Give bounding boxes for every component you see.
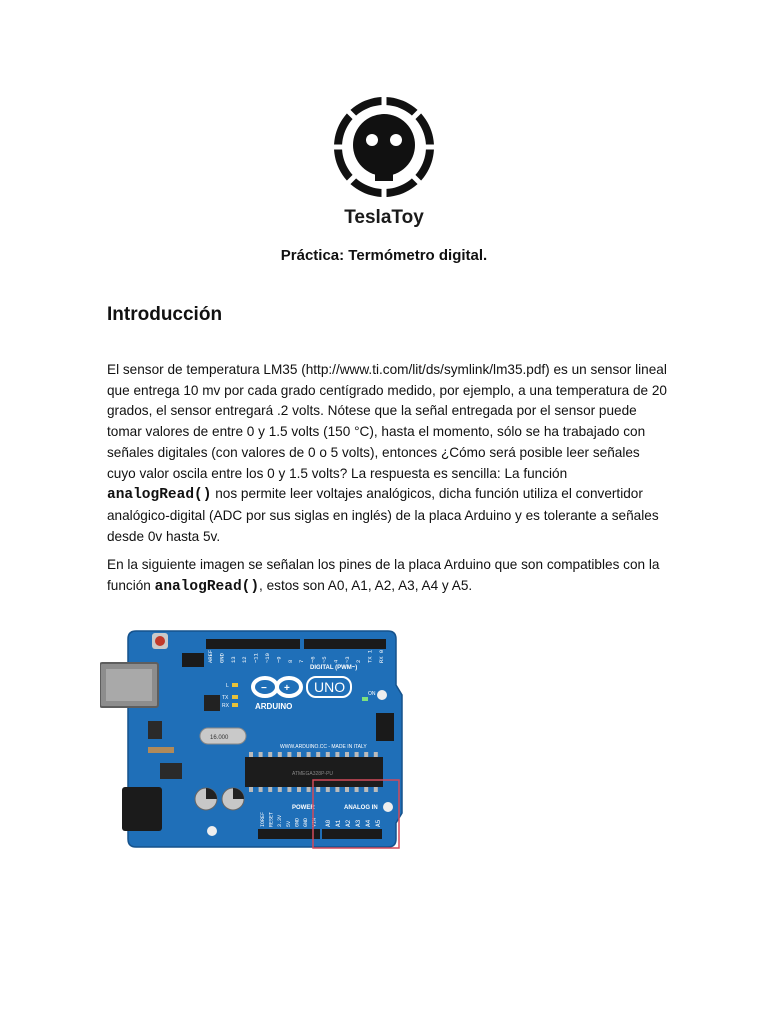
led-label-l: L xyxy=(226,683,229,689)
digital-pin-label: ~6 xyxy=(309,656,317,663)
analogread-code-2: analogRead() xyxy=(154,578,260,595)
chip-pin xyxy=(287,752,291,757)
digital-pin-label: TX 1 xyxy=(366,649,374,663)
intro-text-2: nos permite leer voltajes analógicos, dicha función utiliza el convertidor analógico-digital (ADC por sus siglas en inglés) de la placa Arduino y es tolerante a señales desde 0v hasta 5v. xyxy=(107,486,659,544)
on-label: ON xyxy=(368,691,376,697)
chip-pin xyxy=(364,752,368,757)
chip-pin xyxy=(316,752,320,757)
svg-text:−: − xyxy=(261,683,267,694)
uno-text: UNO xyxy=(314,679,346,695)
power-pin-label: RESET xyxy=(268,811,275,827)
pins-paragraph xyxy=(107,555,667,597)
svg-text:+: + xyxy=(284,683,290,694)
digital-pin-label: ~10 xyxy=(264,653,271,663)
chip-pin xyxy=(345,752,349,757)
power-pin-label: 3.3V xyxy=(277,814,284,827)
pins-text-2: , estos son A0, A1, A2, A3, A4 y A5. xyxy=(259,577,473,593)
led-label-tx: TX xyxy=(222,695,229,701)
chip-pin xyxy=(278,752,282,757)
analogread-code: analogRead() xyxy=(107,487,212,504)
power-header xyxy=(258,829,320,839)
digital-pin-label: AREF xyxy=(207,649,214,663)
chip-pin xyxy=(345,787,349,792)
chip-pin xyxy=(374,787,378,792)
digital-pin-label: 13 xyxy=(229,656,237,663)
digital-pin-label: 2 xyxy=(355,659,363,663)
digital-pin-label: RX 0 xyxy=(378,649,385,663)
chip-pin xyxy=(249,752,253,757)
chip-pin xyxy=(374,752,378,757)
analog-pin-label: A1 xyxy=(335,819,342,827)
digital-pin-label: ~11 xyxy=(252,653,260,663)
digital-pin-label: GND xyxy=(218,653,226,663)
chip-pin xyxy=(316,787,320,792)
arduino-uno-board-image xyxy=(100,625,410,855)
power-pin-label: GND xyxy=(303,817,309,827)
analog-pin-label: A0 xyxy=(325,819,332,827)
teslatoy-logo-icon xyxy=(332,95,436,199)
chip-pin xyxy=(297,787,301,792)
digital-pin-label: ~3 xyxy=(343,656,351,663)
digital-header-1 xyxy=(206,639,300,649)
chip-pin xyxy=(364,787,368,792)
power-pin-label: VIN xyxy=(311,817,318,827)
digital-pin-label: 4 xyxy=(332,659,340,663)
brand-name: TeslaToy xyxy=(344,207,424,228)
chip-pin xyxy=(326,787,330,792)
chip-pin xyxy=(355,752,359,757)
analog-pin-label: A5 xyxy=(375,819,382,827)
chip-pin xyxy=(259,752,263,757)
digital-pin-label: ~9 xyxy=(275,656,283,663)
chip-pin xyxy=(326,752,330,757)
intro-text-1: El sensor de temperatura LM35 (http://www.ti.com/lit/ds/symlink/lm35.pdf) es un sensor lineal que entrega 10 mv por cada grado centígrado medido, por ejemplo, a una temperatura de 20 grados, el sensor entregará .2 volts. Nótese que la señal entregada por el sensor puede tomar valores de entre 0 y 1.5 volts (150 °C), hasta el momento, sólo se ha trabajado con señales digitales (con valores de 0 o 5 volts), entonces ¿Cómo será posible leer señales cuyo valor oscila entre los 0 y 1.5 volts? La respuesta es sencilla: La función xyxy=(107,362,667,481)
chip-pin xyxy=(307,787,311,792)
intro-paragraph xyxy=(107,360,667,547)
arduino-logo-text: ARDUINO xyxy=(255,702,293,711)
chip-pin xyxy=(307,752,311,757)
analog-pin-label: A2 xyxy=(345,819,352,827)
digital-pin-label: 8 xyxy=(286,659,294,663)
chip-pin xyxy=(278,787,282,792)
chip-pin xyxy=(287,787,291,792)
practice-title: Práctica: Termómetro digital. xyxy=(280,247,488,264)
analog-pin-label: A3 xyxy=(355,819,362,827)
digital-pin-label: ~5 xyxy=(321,656,328,663)
chip-pin xyxy=(297,752,301,757)
chip-pin xyxy=(355,787,359,792)
chip-pin xyxy=(335,787,339,792)
digital-header-2 xyxy=(304,639,386,649)
digital-label: DIGITAL (PWM~) xyxy=(310,665,358,671)
crystal-label: 16.000 xyxy=(210,735,229,741)
power-pin-label: GND xyxy=(294,817,301,827)
section-heading: Introducción xyxy=(107,304,223,325)
power-label: POWER xyxy=(292,805,315,811)
dc-jack xyxy=(122,787,162,831)
website-label: WWW.ARDUINO.CC - MADE IN ITALY xyxy=(280,744,367,750)
analog-pin-label: A4 xyxy=(365,819,372,827)
digital-pin-label: 7 xyxy=(298,659,306,663)
power-pin-label: IOREF xyxy=(260,811,266,827)
chip-pin xyxy=(249,787,253,792)
pins-text-1: En la siguiente imagen se señalan los pines de la placa Arduino que son compatibles con la función xyxy=(107,557,660,593)
power-pin-label: 5V xyxy=(285,820,292,827)
analog-header xyxy=(322,829,382,839)
led-label-rx: RX xyxy=(222,703,229,709)
chip-pin xyxy=(259,787,263,792)
chip-pin xyxy=(268,752,272,757)
chip-pin xyxy=(268,787,272,792)
chip-label: ATMEGA328P-PU xyxy=(292,771,334,777)
digital-pin-label: 12 xyxy=(241,656,249,663)
chip-pin xyxy=(335,752,339,757)
analog-label: ANALOG IN xyxy=(344,805,378,811)
